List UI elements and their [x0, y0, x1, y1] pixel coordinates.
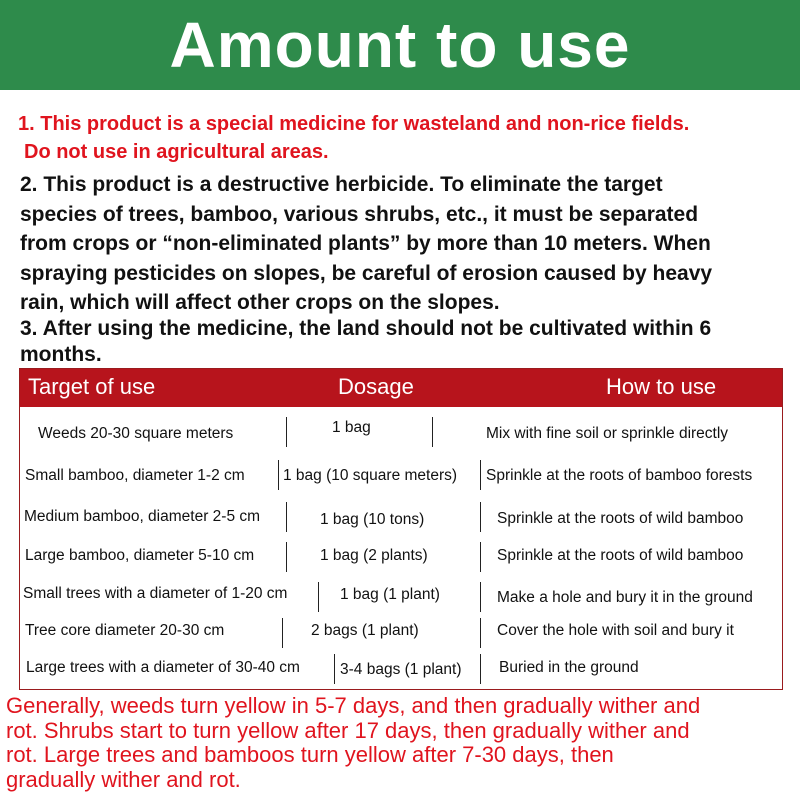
table-row	[20, 578, 782, 616]
column-divider	[334, 654, 335, 684]
column-divider	[282, 618, 283, 648]
cell-dosage: 1 bag (2 plants)	[320, 547, 428, 564]
result-note-line: Generally, weeds turn yellow in 5-7 days, and then gradually wither and	[6, 693, 701, 718]
notice-2-line: 2. This product is a destructive herbicide. To eliminate the target	[20, 173, 663, 196]
notice-2	[20, 170, 712, 318]
table-row	[20, 650, 782, 688]
table-row	[20, 614, 782, 652]
column-divider	[480, 502, 481, 532]
result-note-line: gradually wither and rot.	[6, 766, 241, 792]
header-dosage: Dosage	[338, 374, 414, 399]
cell-target: Large trees with a diameter of 30-40 cm	[26, 659, 300, 676]
notice-1-line-2: Do not use in agricultural areas.	[24, 141, 329, 163]
column-divider	[318, 582, 319, 612]
column-divider	[480, 542, 481, 572]
column-divider	[432, 417, 433, 447]
column-divider	[286, 542, 287, 572]
column-divider	[286, 502, 287, 532]
column-divider	[480, 618, 481, 648]
notice-3	[20, 316, 711, 368]
page-title: Amount to use	[169, 9, 631, 81]
cell-dosage: 2 bags (1 plant)	[311, 622, 419, 639]
cell-target: Small trees with a diameter of 1-20 cm	[23, 585, 288, 602]
notice-1-line-1: 1. This product is a special medicine for wasteland and non-rice fields.	[18, 113, 690, 135]
cell-dosage: 1 bag	[332, 419, 371, 436]
column-divider	[278, 460, 279, 490]
result-note-line: rot. Large trees and bamboos turn yellow after 7-30 days, then	[6, 742, 614, 767]
cell-method: Mix with fine soil or sprinkle directly	[486, 425, 729, 442]
column-divider	[480, 654, 481, 684]
notice-2-line: from crops or “non-eliminated plants” by more than 10 meters. When	[20, 232, 711, 255]
cell-dosage: 3-4 bags (1 plant)	[340, 661, 462, 678]
header-target: Target of use	[28, 374, 156, 399]
notice-2-line: spraying pesticides on slopes, be careful of erosion caused by heavy	[20, 261, 713, 285]
notice-2-line: species of trees, bamboo, various shrubs, etc., it must be separated	[20, 202, 699, 226]
cell-target: Medium bamboo, diameter 2-5 cm	[24, 508, 261, 525]
cell-target: Small bamboo, diameter 1-2 cm	[25, 467, 245, 484]
cell-method: Sprinkle at the roots of wild bamboo	[497, 547, 744, 564]
result-note-line: rot. Shrubs start to turn yellow after 17 days, then gradually wither and	[6, 717, 690, 743]
column-divider	[480, 460, 481, 490]
cell-method: Buried in the ground	[499, 659, 639, 676]
cell-dosage: 1 bag (10 tons)	[320, 511, 425, 528]
title-banner	[0, 0, 800, 90]
column-divider	[286, 417, 287, 447]
cell-dosage: 1 bag (1 plant)	[340, 586, 440, 603]
notice-3-line: months.	[20, 343, 102, 366]
cell-method: Sprinkle at the roots of wild bamboo	[497, 510, 744, 527]
cell-method: Cover the hole with soil and bury it	[497, 622, 734, 639]
table-row	[20, 538, 782, 576]
cell-dosage: 1 bag (10 square meters)	[283, 467, 458, 484]
header-method: How to use	[606, 374, 717, 399]
column-divider	[480, 582, 481, 612]
result-note	[6, 694, 796, 792]
cell-method: Sprinkle at the roots of bamboo forests	[486, 467, 753, 484]
table-row	[20, 456, 782, 494]
cell-target: Weeds 20-30 square meters	[38, 425, 234, 442]
notice-1	[18, 110, 689, 166]
notice-3-line: 3. After using the medicine, the land should not be cultivated within 6	[20, 317, 712, 340]
cell-method: Make a hole and bury it in the ground	[497, 589, 753, 606]
dosage-table	[19, 368, 783, 690]
notice-2-line: rain, which will affect other crops on the slopes.	[20, 291, 500, 314]
table-row	[20, 498, 782, 536]
table-header	[20, 369, 782, 407]
cell-target: Tree core diameter 20-30 cm	[25, 622, 225, 639]
table-row	[20, 413, 782, 451]
cell-target: Large bamboo, diameter 5-10 cm	[25, 547, 255, 564]
